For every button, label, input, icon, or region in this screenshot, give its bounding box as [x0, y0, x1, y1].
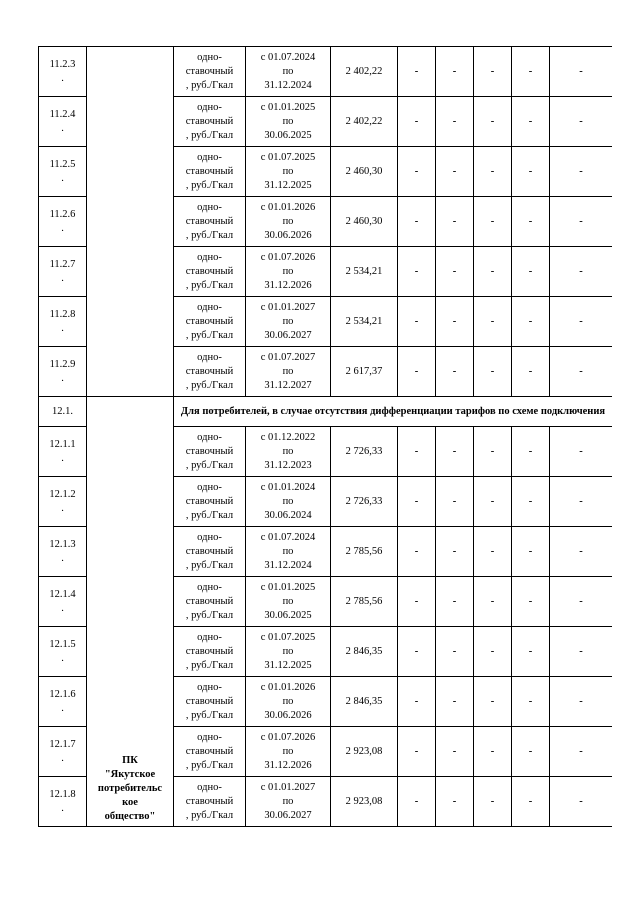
tariff-unit: одно- ставочный , руб./Гкал [174, 47, 246, 97]
row-number: 12.1.7 . [39, 727, 87, 777]
empty-value: - [436, 297, 474, 347]
empty-value: - [436, 477, 474, 527]
row-number: 11.2.7 . [39, 247, 87, 297]
empty-value: - [474, 247, 512, 297]
empty-value: - [474, 627, 512, 677]
empty-value: - [398, 627, 436, 677]
empty-value: - [398, 197, 436, 247]
empty-value: - [550, 147, 613, 197]
tariff-period: с 01.07.2025 по 31.12.2025 [246, 147, 331, 197]
tariff-unit: одно- ставочный , руб./Гкал [174, 197, 246, 247]
empty-value: - [436, 147, 474, 197]
tariff-period: с 01.07.2024 по 31.12.2024 [246, 527, 331, 577]
empty-value: - [550, 727, 613, 777]
empty-value: - [512, 727, 550, 777]
empty-value: - [512, 627, 550, 677]
tariff-unit: одно- ставочный , руб./Гкал [174, 627, 246, 677]
empty-value: - [512, 777, 550, 827]
row-number: 11.2.9 . [39, 347, 87, 397]
empty-value: - [398, 727, 436, 777]
tariff-period: с 01.12.2022 по 31.12.2023 [246, 427, 331, 477]
empty-value: - [436, 347, 474, 397]
tariff-unit: одно- ставочный , руб./Гкал [174, 97, 246, 147]
empty-value: - [474, 97, 512, 147]
row-number: 12.1.6 . [39, 677, 87, 727]
empty-value: - [436, 777, 474, 827]
tariff-unit: одно- ставочный , руб./Гкал [174, 527, 246, 577]
empty-value: - [550, 247, 613, 297]
empty-value: - [474, 347, 512, 397]
empty-value: - [474, 677, 512, 727]
row-number: 12.1.4 . [39, 577, 87, 627]
organization-name: ПК "Якутское потребительс кое общество" [87, 397, 174, 827]
tariff-value: 2 534,21 [331, 297, 398, 347]
empty-value: - [398, 47, 436, 97]
tariff-value: 2 726,33 [331, 427, 398, 477]
row-number: 12.1.3 . [39, 527, 87, 577]
empty-value: - [398, 527, 436, 577]
row-number: 12.1.1 . [39, 427, 87, 477]
empty-value: - [436, 727, 474, 777]
empty-value: - [512, 427, 550, 477]
empty-value: - [398, 777, 436, 827]
empty-value: - [474, 427, 512, 477]
tariff-unit: одно- ставочный , руб./Гкал [174, 247, 246, 297]
empty-value: - [550, 627, 613, 677]
empty-value: - [550, 477, 613, 527]
tariff-period: с 01.01.2025 по 30.06.2025 [246, 97, 331, 147]
empty-value: - [550, 197, 613, 247]
empty-value: - [550, 427, 613, 477]
organization-cell-empty [87, 47, 174, 397]
tariff-value: 2 460,30 [331, 147, 398, 197]
empty-value: - [512, 677, 550, 727]
empty-value: - [398, 97, 436, 147]
empty-value: - [512, 147, 550, 197]
tariff-value: 2 617,37 [331, 347, 398, 397]
tariff-period: с 01.07.2027 по 31.12.2027 [246, 347, 331, 397]
empty-value: - [398, 297, 436, 347]
tariff-unit: одно- ставочный , руб./Гкал [174, 477, 246, 527]
section-number: 12.1. [39, 397, 87, 427]
row-number: 11.2.8 . [39, 297, 87, 347]
empty-value: - [550, 777, 613, 827]
empty-value: - [436, 247, 474, 297]
empty-value: - [436, 197, 474, 247]
tariff-period: с 01.07.2025 по 31.12.2025 [246, 627, 331, 677]
empty-value: - [398, 347, 436, 397]
section-title: Для потребителей, в случае отсутствия дифференциации тарифов по схеме подключения [174, 397, 613, 427]
tariff-unit: одно- ставочный , руб./Гкал [174, 777, 246, 827]
empty-value: - [436, 627, 474, 677]
tariff-value: 2 785,56 [331, 527, 398, 577]
empty-value: - [436, 527, 474, 577]
empty-value: - [474, 147, 512, 197]
row-number: 12.1.8 . [39, 777, 87, 827]
empty-value: - [474, 577, 512, 627]
empty-value: - [474, 477, 512, 527]
empty-value: - [550, 347, 613, 397]
empty-value: - [398, 247, 436, 297]
empty-value: - [436, 97, 474, 147]
tariff-period: с 01.07.2026 по 31.12.2026 [246, 247, 331, 297]
tariff-table-body [39, 47, 613, 827]
empty-value: - [474, 297, 512, 347]
empty-value: - [550, 47, 613, 97]
tariff-unit: одно- ставочный , руб./Гкал [174, 297, 246, 347]
empty-value: - [436, 577, 474, 627]
table-row [39, 47, 613, 97]
empty-value: - [474, 47, 512, 97]
empty-value: - [398, 147, 436, 197]
tariff-unit: одно- ставочный , руб./Гкал [174, 677, 246, 727]
empty-value: - [550, 577, 613, 627]
tariff-table-page [38, 46, 612, 831]
tariff-period: с 01.01.2026 по 30.06.2026 [246, 677, 331, 727]
tariff-unit: одно- ставочный , руб./Гкал [174, 577, 246, 627]
tariff-unit: одно- ставочный , руб./Гкал [174, 727, 246, 777]
row-number: 12.1.2 . [39, 477, 87, 527]
empty-value: - [474, 727, 512, 777]
tariff-period: с 01.01.2025 по 30.06.2025 [246, 577, 331, 627]
row-number: 11.2.5 . [39, 147, 87, 197]
tariff-value: 2 846,35 [331, 677, 398, 727]
empty-value: - [474, 527, 512, 577]
tariff-unit: одно- ставочный , руб./Гкал [174, 427, 246, 477]
tariff-unit: одно- ставочный , руб./Гкал [174, 347, 246, 397]
empty-value: - [550, 97, 613, 147]
tariff-period: с 01.01.2024 по 30.06.2024 [246, 477, 331, 527]
empty-value: - [474, 197, 512, 247]
empty-value: - [512, 297, 550, 347]
tariff-period: с 01.01.2026 по 30.06.2026 [246, 197, 331, 247]
row-number: 11.2.4 . [39, 97, 87, 147]
tariff-value: 2 923,08 [331, 727, 398, 777]
row-number: 11.2.3 . [39, 47, 87, 97]
empty-value: - [512, 97, 550, 147]
empty-value: - [512, 527, 550, 577]
empty-value: - [474, 777, 512, 827]
tariff-value: 2 402,22 [331, 97, 398, 147]
tariff-value: 2 460,30 [331, 197, 398, 247]
empty-value: - [436, 677, 474, 727]
tariff-value: 2 726,33 [331, 477, 398, 527]
tariff-value: 2 923,08 [331, 777, 398, 827]
empty-value: - [398, 427, 436, 477]
tariff-period: с 01.07.2026 по 31.12.2026 [246, 727, 331, 777]
empty-value: - [398, 577, 436, 627]
tariff-period: с 01.07.2024 по 31.12.2024 [246, 47, 331, 97]
empty-value: - [398, 677, 436, 727]
empty-value: - [512, 197, 550, 247]
empty-value: - [512, 347, 550, 397]
empty-value: - [512, 47, 550, 97]
empty-value: - [398, 477, 436, 527]
tariff-value: 2 402,22 [331, 47, 398, 97]
row-number: 11.2.6 . [39, 197, 87, 247]
empty-value: - [512, 247, 550, 297]
tariff-period: с 01.01.2027 по 30.06.2027 [246, 297, 331, 347]
tariff-period: с 01.01.2027 по 30.06.2027 [246, 777, 331, 827]
tariff-value: 2 846,35 [331, 627, 398, 677]
section-row [39, 397, 613, 427]
empty-value: - [550, 527, 613, 577]
tariff-unit: одно- ставочный , руб./Гкал [174, 147, 246, 197]
empty-value: - [512, 477, 550, 527]
tariff-value: 2 785,56 [331, 577, 398, 627]
empty-value: - [550, 297, 613, 347]
tariff-value: 2 534,21 [331, 247, 398, 297]
empty-value: - [436, 427, 474, 477]
row-number: 12.1.5 . [39, 627, 87, 677]
tariff-table [38, 46, 612, 827]
empty-value: - [436, 47, 474, 97]
empty-value: - [550, 677, 613, 727]
empty-value: - [512, 577, 550, 627]
